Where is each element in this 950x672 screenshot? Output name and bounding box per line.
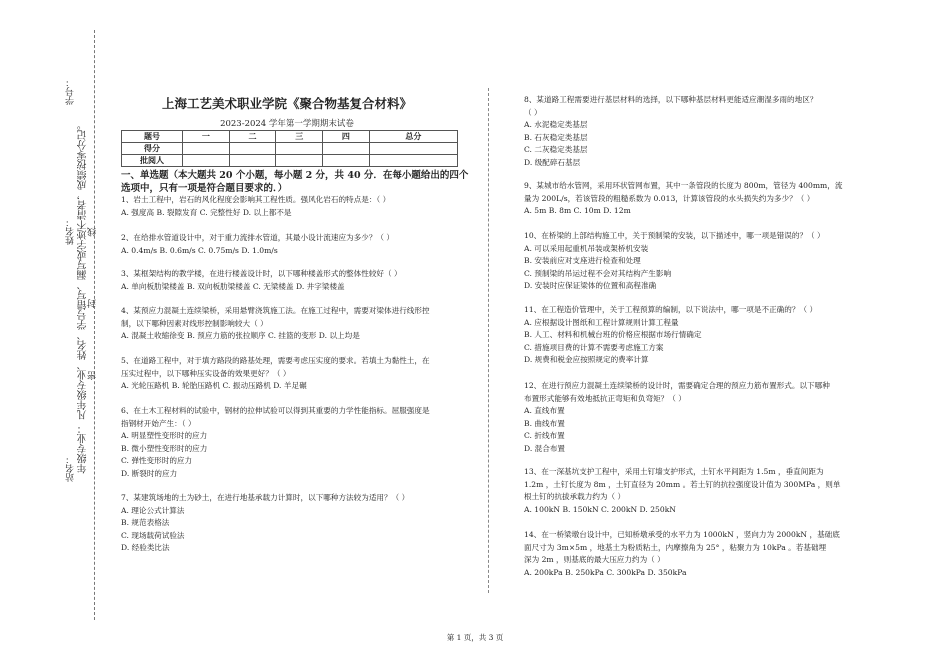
question-text: 7、某建筑场地的土为砂土，在进行地基承载力计算时，以下哪种方法较为适用？（ ） (121, 493, 410, 502)
question-option: B. 曲线布置 (524, 418, 565, 428)
score-cell (276, 143, 323, 155)
question-text: 量为 200L/s，若该管段的粗糙系数为 0.013，计算该管段的水头损失约为多少？（ ） (524, 193, 815, 203)
question-text: 13、在一深基坑支护工程中，采用土钉墙支护形式，土钉水平间距为 1.5m ，垂直间距为 (524, 467, 824, 476)
question-option: B. 微小塑性变形时的应力 (121, 443, 208, 453)
question-option: A. 可以采用起重机吊装或架桥机安装 (524, 243, 649, 253)
seal-line-text: 密 封 线 (88, 197, 98, 380)
score-cell (229, 143, 276, 155)
question-option: A. 单向板肋梁楼盖 B. 双向板肋梁楼盖 C. 无梁楼盖 D. 井字梁楼盖 (121, 281, 345, 291)
question-option: A. 200kPa B. 250kPa C. 300kPa D. 350kPa (524, 567, 687, 577)
question-option: D. 断裂时的应力 (121, 468, 178, 478)
score-row (122, 143, 458, 155)
question-option: B. 石灰稳定类基层 (524, 132, 588, 142)
question-text: 10、在桥梁的上部结构施工中，关于预制梁的安装，以下描述中，哪一项是错误的？（ ） (524, 231, 825, 240)
question-text: 1、岩土工程中，岩石的风化程度会影响其工程性质。强风化岩石的特点是：（ ） (121, 195, 391, 204)
question-1 (121, 194, 471, 219)
student-id-label: 学号： (66, 78, 76, 105)
question-text: 1.2m ，土钉长度为 8m ，土钉直径为 20mm 。若土钉的抗拉强度设计值为 300MPa ，则单 (524, 479, 841, 489)
question-option: A. 明显塑性变形时的应力 (121, 431, 208, 441)
question-9 (524, 180, 899, 218)
question-14 (524, 529, 899, 579)
question-option: C. 预制梁的吊运过程不会对其结构产生影响 (524, 268, 672, 278)
question-option: C. 折线布置 (524, 431, 565, 441)
question-text: 根土钉的抗拔承载力约为（ ） (524, 492, 626, 502)
question-option: A. 光轮压路机 B. 轮胎压路机 C. 振动压路机 D. 羊足碾 (121, 381, 307, 391)
score-header-cell: 题号 (122, 131, 183, 143)
question-text: 制，以下哪种因素对线形控制影响较大（ ） (121, 318, 268, 328)
score-header-cell: 总分 (369, 131, 457, 143)
question-option: A. 100kN B. 150kN C. 200kN D. 250kN (524, 504, 676, 514)
binding-notice: 年级专业： 凡年级专业、姓名、学号错写、漏写或字迹不清者，成绩按零分记。 (78, 120, 89, 474)
question-12 (524, 380, 899, 456)
question-text: 面尺寸为 3m×5m ，地基土为粉质粘土，内摩擦角为 25° ，粘聚力为 10kPa 。若基础埋 (524, 542, 827, 552)
question-option: B. 安装前应对支座进行检查和处理 (524, 256, 641, 266)
score-table-header-row (122, 131, 458, 143)
reviewer-row (122, 155, 458, 167)
score-header-cell: 二 (229, 131, 276, 143)
question-text: 14、在一桥梁墩台设计中，已知桥墩承受的水平力为 1000kN ，竖向力为 2000kN ，基础底 (524, 530, 840, 539)
question-11 (524, 304, 899, 367)
question-text: 布置形式能够有效地抵抗正弯矩和负弯矩？（ ） (524, 393, 686, 403)
school-label: 站名： (66, 455, 76, 482)
question-text: 5、在道路工程中，对于填方路段的路基处理，需要考虑压实度的要求。若填土为黏性土，在 (121, 356, 430, 365)
score-cell (323, 155, 370, 167)
question-option: D. 规费和税金应按照规定的费率计算 (524, 355, 649, 365)
question-option: A. 混凝土收缩徐变 B. 预应力筋的张拉顺序 C. 挂篮的变形 D. 以上均是 (121, 331, 360, 341)
score-cell (183, 143, 230, 155)
question-text: 12、在进行预应力混凝土连续梁桥的设计时，需要确定合理的预应力筋布置形式。以下哪种 (524, 381, 830, 390)
question-text: 深为 2m ，则基底的最大压应力约为（ ） (524, 555, 665, 565)
section-heading-line: 选项中，只有一项是符合题目要求的．） (121, 183, 288, 194)
question-6 (121, 405, 471, 481)
question-text: 11、在工程造价管理中，关于工程预算的编制，以下说法中，哪一项是不正确的？（ ） (524, 305, 818, 314)
question-option: C. 措施项目费的计算不需要考虑施工方案 (524, 342, 664, 352)
question-option: A. 理论公式计算法 (121, 505, 185, 515)
question-option: A. 强度高 B. 裂隙发育 C. 完整性好 D. 以上都不是 (121, 207, 292, 217)
score-table (121, 130, 458, 167)
question-option: A. 0.4m/s B. 0.6m/s C. 0.75m/s D. 1.0m/s (121, 245, 278, 255)
score-header-cell: 三 (276, 131, 323, 143)
column-divider (488, 88, 489, 593)
question-option: D. 混合布置 (524, 443, 566, 453)
question-option: A. 应根据设计图纸和工程计算规则计算工程量 (524, 317, 679, 327)
score-cell (369, 155, 457, 167)
question-option: D. 经验类比法 (121, 543, 170, 553)
score-cell (183, 155, 230, 167)
question-option: C. 弹性变形时的应力 (121, 456, 193, 466)
question-text: 6、在土木工程材料的试验中，钢材的拉伸试验可以得到其重要的力学性能指标。屈服强度是 (121, 406, 430, 415)
score-cell (369, 143, 457, 155)
question-8 (524, 94, 899, 170)
score-cell (276, 155, 323, 167)
reviewer-row-label: 批阅人 (122, 155, 183, 167)
question-option: D. 级配碎石基层 (524, 157, 581, 167)
question-text: 指钢材开始产生：（ ） (121, 418, 196, 428)
question-option: A. 水泥稳定类基层 (524, 120, 588, 130)
question-option: B. 规范表格法 (121, 518, 170, 528)
section-heading (121, 169, 471, 195)
name-label: 姓名： (66, 218, 76, 245)
question-3 (121, 268, 471, 293)
score-cell (229, 155, 276, 167)
question-10 (524, 230, 899, 293)
question-text: （ ） (524, 107, 542, 117)
score-header-cell: 四 (323, 131, 370, 143)
question-13 (524, 466, 899, 516)
question-text: 8、某道路工程需要进行基层材料的选择，以下哪种基层材料更能适应潮湿多雨的地区？ (524, 95, 818, 104)
question-option: C. 二灰稳定类基层 (524, 145, 588, 155)
question-7 (121, 492, 471, 555)
question-option: A. 5m B. 8m C. 10m D. 12m (524, 206, 631, 216)
question-4 (121, 305, 471, 343)
question-text: 9、某城市给水管网，采用环状管网布置，其中一条管段的长度为 800m，管径为 400mm，流 (524, 181, 843, 190)
exam-subtitle: 2023-2024 学年第一学期期末试卷 (220, 119, 354, 129)
question-option: C. 现场载荷试验法 (121, 530, 185, 540)
section-heading-line: 一、单选题（本大题共 20 个小题，每小题 2 分，共 40 分．在每小题给出的四个 (121, 170, 469, 181)
question-option: A. 直线布置 (524, 406, 565, 416)
question-2 (121, 232, 471, 257)
question-text: 压实过程中，以下哪种压实设备的效果更好？（ ） (121, 368, 291, 378)
question-text: 2、在给排水管道设计中，对于重力流排水管道，其最小设计流速应为多少？（ ） (121, 233, 395, 242)
question-text: 4、某预应力混凝土连续梁桥，采用悬臂浇筑施工法。在施工过程中，需要对梁体进行线形控 (121, 306, 430, 315)
question-option: B. 人工、材料和机械台班的价格应根据市场行情确定 (524, 330, 702, 340)
question-option: D. 安装时应保证梁体的位置和高程准确 (524, 281, 657, 291)
exam-title: 上海工艺美术职业学院《聚合物基复合材料》 (161, 96, 412, 111)
question-5 (121, 355, 471, 393)
score-cell (323, 143, 370, 155)
score-row-label: 得分 (122, 143, 183, 155)
score-header-cell: 一 (183, 131, 230, 143)
page-footer: 第 1 页，共 3 页 (446, 633, 504, 642)
question-text: 3、某框架结构的教学楼，在进行楼盖设计时，以下哪种楼盖形式的整体性较好（ ） (121, 269, 402, 278)
